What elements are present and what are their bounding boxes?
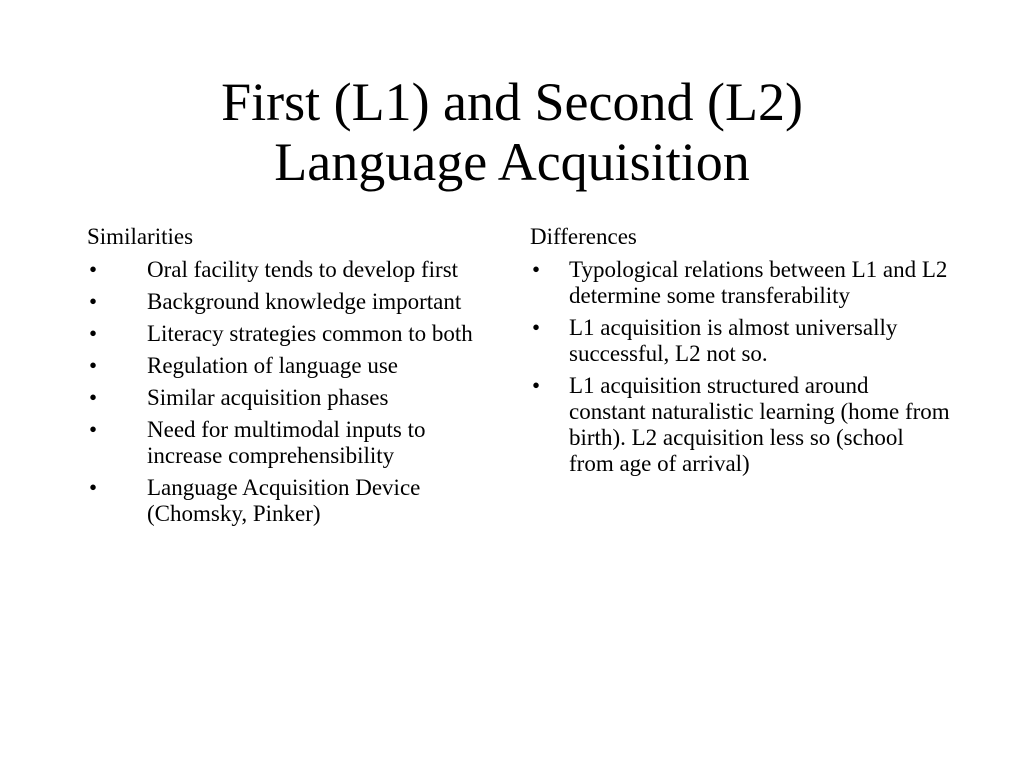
bullet-icon: • (532, 315, 541, 340)
list-item-text: Similar acquisition phases (147, 385, 389, 410)
differences-list (530, 257, 950, 477)
list-item (530, 257, 950, 309)
bullet-icon: • (89, 321, 98, 346)
slide-title-line-2: Language Acquisition (274, 132, 750, 192)
bullet-icon: • (89, 475, 98, 500)
list-item-text: Literacy strategies common to both (147, 321, 473, 346)
list-item-text: L1 acquisition structured around constant naturalistic learning (home from birth). L2 acquisition less so (school from age of arrival) (569, 373, 950, 476)
similarities-list (87, 257, 497, 527)
list-item (87, 257, 497, 283)
list-item (530, 373, 950, 477)
bullet-icon: • (89, 289, 98, 314)
list-item (87, 475, 497, 527)
list-item-text: Language Acquisition Device (Chomsky, Pinker) (147, 475, 421, 526)
list-item-text: L1 acquisition is almost universally successful, L2 not so. (569, 315, 898, 366)
list-item (87, 385, 497, 411)
bullet-icon: • (532, 257, 541, 282)
bullet-icon: • (89, 257, 98, 282)
similarities-heading: Similarities (87, 224, 194, 249)
list-item-text: Typological relations between L1 and L2 determine some transferability (569, 257, 948, 308)
list-item-text: Need for multimodal inputs to increase comprehensibility (147, 417, 426, 468)
bullet-icon: • (89, 353, 98, 378)
differences-heading: Differences (530, 224, 637, 249)
bullet-icon: • (89, 417, 98, 442)
list-item-text: Background knowledge important (147, 289, 462, 314)
list-item-text: Regulation of language use (147, 353, 399, 378)
slide-title-line-1: First (L1) and Second (L2) (221, 72, 803, 132)
similarities-column (87, 224, 497, 533)
bullet-icon: • (532, 373, 541, 398)
differences-column (530, 224, 950, 483)
list-item-text: Oral facility tends to develop first (147, 257, 459, 282)
list-item (87, 289, 497, 315)
list-item (87, 417, 497, 469)
list-item (87, 321, 497, 347)
list-item (530, 315, 950, 367)
slide-title (60, 72, 964, 192)
list-item (87, 353, 497, 379)
bullet-icon: • (89, 385, 98, 410)
